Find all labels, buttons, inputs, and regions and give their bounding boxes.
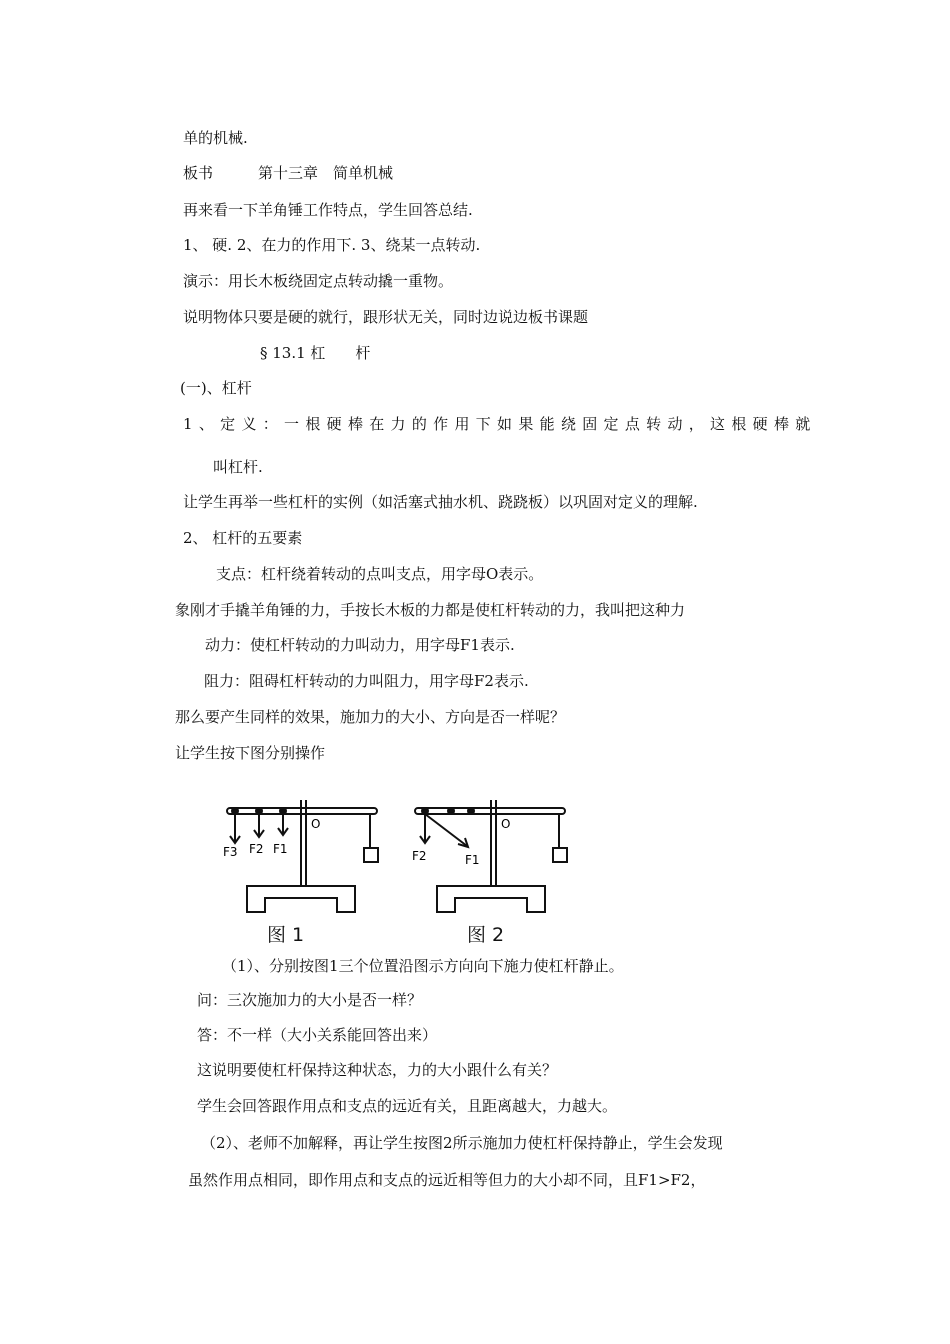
text-line: 再来看一下羊角锤工作特点，学生回答总结. <box>183 201 473 219</box>
force-label-f2: F2 <box>249 842 264 856</box>
base-stand <box>437 886 545 912</box>
weight-box <box>364 848 378 862</box>
figure-2-diagram <box>415 800 567 912</box>
text-line: 2、 杠杆的五要素 <box>183 529 303 547</box>
text-line: 学生会回答跟作用点和支点的远近有关，且距离越大，力越大。 <box>197 1097 618 1115</box>
pivot-label: O <box>311 817 321 831</box>
text-line: 虽然作用点相同，即作用点和支点的远近相等但力的大小却不同，且F1>F2， <box>188 1171 706 1189</box>
text-line: 说明物体只要是硬的就行，跟形状无关，同时边说边板书课题 <box>183 308 589 326</box>
text-line: 问：三次施加力的大小是否一样？ <box>197 991 423 1009</box>
text-line: (一)、杠杆 <box>180 379 252 397</box>
text-line: 板书 第十三章 简单机械 <box>183 164 394 182</box>
pivot-label: O <box>501 817 511 831</box>
text-line: 动力：使杠杆转动的力叫动力，用字母F1表示. <box>205 636 515 654</box>
text-line: 阻力：阻碍杠杆转动的力叫阻力，用字母F2表示. <box>204 672 529 690</box>
figure-2-caption: 图 2 <box>467 924 505 946</box>
text-line: 让学生按下图分别操作 <box>175 744 326 762</box>
weight-box <box>553 848 567 862</box>
text-line: 支点：杠杆绕着转动的点叫支点，用字母O表示。 <box>216 565 544 583</box>
section-heading: § 13.1 杠 杆 <box>260 344 371 362</box>
force-label-f3: F3 <box>223 845 238 859</box>
text-line: 叫杠杆. <box>213 458 263 476</box>
force-label-f1: F1 <box>273 842 288 856</box>
figure-1-diagram <box>227 800 378 912</box>
text-line: （1）、分别按图1三个位置沿图示方向向下施力使杠杆静止。 <box>222 957 624 975</box>
text-line: 这说明要使杠杆保持这种状态，力的大小跟什么有关？ <box>197 1061 558 1079</box>
force-label-f1: F1 <box>465 853 480 867</box>
text-line: 象刚才手撬羊角锤的力，手按长木板的力都是使杠杆转动的力，我叫把这种力 <box>175 601 686 619</box>
text-line: 答：不一样（大小关系能回答出来） <box>197 1026 438 1044</box>
definition-line: 1、定义：一根硬棒在力的作用下如果能绕固定点转动，这根硬棒就 <box>183 415 817 433</box>
text-line: 演示：用长木板绕固定点转动撬一重物。 <box>183 272 454 290</box>
lever-figure <box>215 798 615 948</box>
text-line: （2）、老师不加解释，再让学生按图2所示施加力使杠杆保持静止，学生会发现 <box>201 1134 723 1152</box>
text-line: 让学生再举一些杠杆的实例（如活塞式抽水机、跷跷板）以巩固对定义的理解. <box>183 493 698 511</box>
force-label-f2: F2 <box>412 849 427 863</box>
base-stand <box>247 886 355 912</box>
text-line: 1、 硬. 2、在力的作用下. 3、绕某一点转动. <box>183 236 481 254</box>
text-line: 那么要产生同样的效果，施加力的大小、方向是否一样呢？ <box>175 708 566 726</box>
text-line: 单的机械. <box>183 129 248 147</box>
figure-1-caption: 图 1 <box>267 924 305 946</box>
